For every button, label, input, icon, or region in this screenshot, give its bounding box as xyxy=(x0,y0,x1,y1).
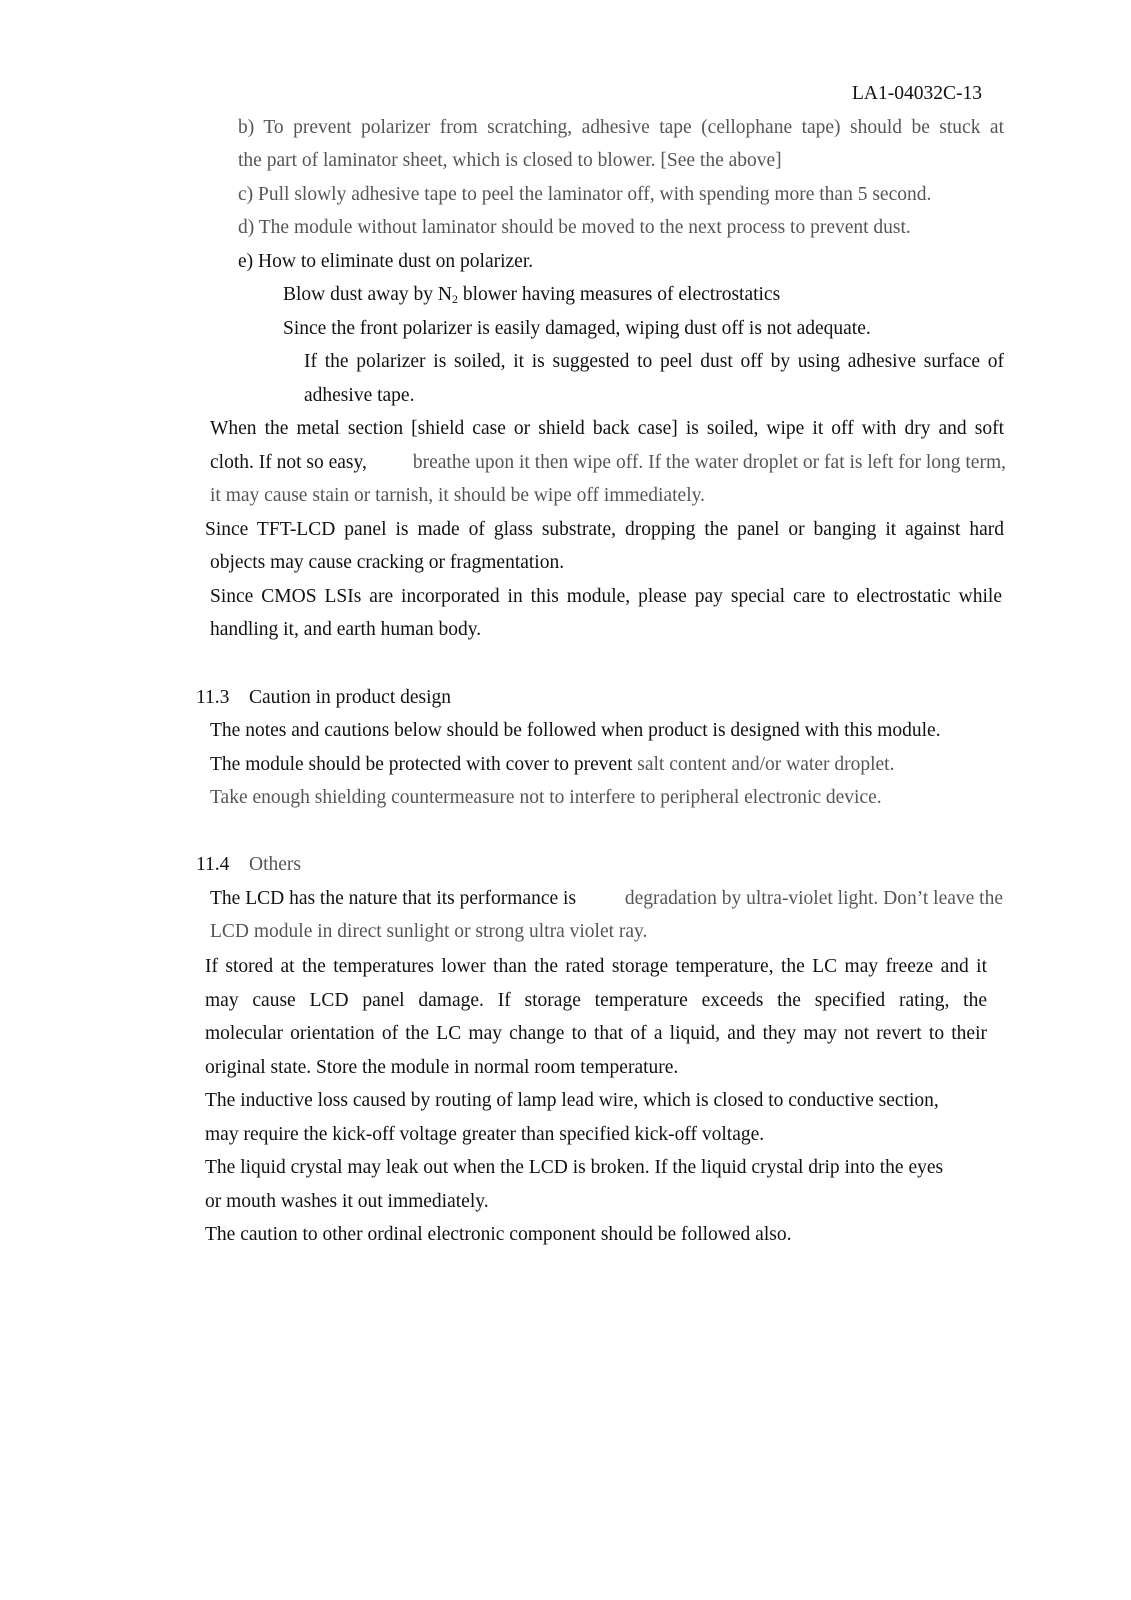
front-polarizer-line: Since the front polarizer is easily damaged, wiping dust off is not adequate. xyxy=(283,318,871,339)
cmos-line-1: Since CMOS LSIs are incorporated in this module, please pay special care to electrostatic while xyxy=(210,586,1002,607)
cmos-line-2: handling it, and earth human body. xyxy=(210,619,482,640)
notes-line: The notes and cautions below should be followed when product is designed with this module. xyxy=(210,720,941,741)
uv-line-2: LCD module in direct sunlight or strong ultra violet ray. xyxy=(210,921,648,942)
blow-dust-text-1: Blow dust away by N xyxy=(283,284,452,305)
item-b-line-1: b) To prevent polarizer from scratching, adhesive tape (cellophane tape) should be stuck at xyxy=(238,117,1004,138)
cover-line xyxy=(210,753,894,777)
item-c: c) Pull slowly adhesive tape to peel the laminator off, with spending more than 5 second. xyxy=(238,184,932,205)
liquid-crystal-line-1: The liquid crystal may leak out when the LCD is broken. If the liquid crystal drip into the eyes xyxy=(205,1157,944,1178)
uv-line-1-text-a: The LCD has the nature that its performance is xyxy=(210,888,577,909)
soiled-line-1: If the polarizer is soiled, it is suggested to peel dust off by using adhesive surface of xyxy=(304,351,1004,372)
tft-line-1: Since TFT-LCD panel is made of glass substrate, dropping the panel or banging it against hard xyxy=(205,519,1004,540)
cover-line-text-a: The module should be protected with cover to prevent xyxy=(210,754,638,775)
section-11-3-title: Caution in product design xyxy=(249,687,452,708)
section-11-3-number: 11.3 xyxy=(196,687,230,708)
cover-line-text-b: salt content and/or water droplet. xyxy=(637,754,895,775)
shielding-line: Take enough shielding countermeasure not to interfere to peripheral electronic device. xyxy=(210,787,882,808)
section-11-4-number: 11.4 xyxy=(196,854,230,875)
liquid-crystal-line-2: or mouth washes it out immediately. xyxy=(205,1191,489,1212)
document-id: LA1-04032C-13 xyxy=(852,83,982,104)
storage-line-2: may cause LCD panel damage. If storage temperature exceeds the specified rating, the xyxy=(205,990,987,1011)
storage-line-3: molecular orientation of the LC may change to that of a liquid, and they may not revert to their xyxy=(205,1023,987,1044)
storage-line-4: original state. Store the module in normal room temperature. xyxy=(205,1057,679,1078)
item-d: d) The module without laminator should be moved to the next process to prevent dust. xyxy=(238,217,911,238)
blow-dust-subscript: 2 xyxy=(452,292,458,306)
item-e: e) How to eliminate dust on polarizer. xyxy=(238,251,534,272)
tft-line-2: objects may cause cracking or fragmentation. xyxy=(210,552,565,573)
uv-line-1 xyxy=(210,887,1003,911)
metal-line-2 xyxy=(210,451,1006,475)
inductive-line-1: The inductive loss caused by routing of lamp lead wire, which is closed to conductive section, xyxy=(205,1090,939,1111)
ordinal-component-line: The caution to other ordinal electronic component should be followed also. xyxy=(205,1224,792,1245)
soiled-line-2: adhesive tape. xyxy=(304,385,415,406)
section-11-4-title: Others xyxy=(249,854,301,875)
metal-line-2-text-a: cloth. If not so easy, xyxy=(210,452,367,473)
blow-dust-text-2: blower having measures of electrostatics xyxy=(458,284,781,305)
inductive-line-2: may require the kick-off voltage greater than specified kick-off voltage. xyxy=(205,1124,765,1145)
storage-line-1: If stored at the temperatures lower than the rated storage temperature, the LC may freeze and it xyxy=(205,956,987,977)
item-b-line-2: the part of laminator sheet, which is closed to blower. [See the above] xyxy=(238,150,782,171)
metal-line-3: it may cause stain or tarnish, it should be wipe off immediately. xyxy=(210,485,705,506)
blow-dust-line xyxy=(283,283,780,307)
metal-line-1: When the metal section [shield case or shield back case] is soiled, wipe it off with dry and soft xyxy=(210,418,1004,439)
metal-line-2-text-b: breathe upon it then wipe off. If the water droplet or fat is left for long term, xyxy=(412,452,1006,473)
uv-line-1-text-b: degradation by ultra-violet light. Don’t leave the xyxy=(624,888,1003,909)
